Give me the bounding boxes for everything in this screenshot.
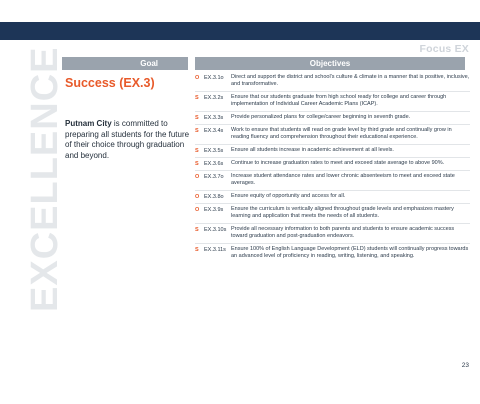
objective-row: [195, 224, 470, 244]
objective-text: Provide personalized plans for college/career beginning in seventh grade.: [231, 114, 411, 120]
objective-type: S: [195, 160, 199, 167]
objective-row: [195, 191, 470, 204]
goal-description: [65, 119, 190, 161]
objective-type: O: [195, 173, 200, 180]
objective-code: EX.3.6s: [204, 160, 224, 167]
objective-type: S: [195, 127, 199, 134]
objective-row: [195, 92, 470, 112]
focus-label: Focus EX: [419, 43, 469, 55]
objective-row: [195, 204, 470, 224]
objective-row: [195, 72, 470, 92]
objective-row: [195, 125, 470, 145]
objective-row: [195, 145, 470, 158]
objective-text: Ensure all students increase in academic achievement at all levels.: [231, 147, 394, 153]
objective-type: S: [195, 94, 199, 101]
goal-description-rest: is committed to preparing all students for the future of their choice through graduation and beyond.: [65, 119, 190, 160]
objective-code: EX.3.5s: [204, 147, 224, 154]
objective-code: EX.3.9s: [204, 206, 224, 213]
objective-text: Ensure 100% of English Language Development (ELD) students will continually progress towards an advanced level of proficiency in reading, writing, listening, and speaking.: [231, 246, 469, 259]
goal-column-header: Goal: [62, 57, 188, 70]
objective-text: Ensure equity of opportunity and access for all.: [231, 193, 346, 199]
objective-row: [195, 112, 470, 125]
objective-code: EX.3.1o: [204, 74, 224, 81]
objective-row: [195, 171, 470, 191]
objective-type: S: [195, 114, 199, 121]
objective-type: S: [195, 147, 199, 154]
objective-type: O: [195, 74, 200, 81]
objective-type: S: [195, 226, 199, 233]
objective-code: EX.3.3s: [204, 114, 224, 121]
objective-text: Increase student attendance rates and lower chronic absenteeism to meet and exceed state averages.: [231, 173, 455, 186]
objective-text: Ensure that our students graduate from high school ready for college and career through implementation of Individual Career Academic Plans (ICAP).: [231, 94, 447, 107]
header-navy-band: [0, 22, 480, 40]
objective-type: S: [195, 246, 199, 253]
goal-title: Success (EX.3): [65, 76, 155, 90]
objective-text: Continue to increase graduation rates to meet and exceed state average to above 90%.: [231, 160, 445, 166]
objective-text: Ensure the curriculum is vertically aligned throughout grade levels and emphasizes mastery learning and application that meets the needs of all students.: [231, 206, 454, 219]
objectives-list: [195, 72, 470, 263]
objective-code: EX.3.7o: [204, 173, 224, 180]
objective-row: [195, 244, 470, 263]
objective-text: Work to ensure that students will read on grade level by third grade and continually grow in reading fluency and comprehension throughout their educational experience.: [231, 127, 452, 140]
objective-code: EX.3.11s: [204, 246, 226, 253]
objective-code: EX.3.8o: [204, 193, 224, 200]
objective-type: O: [195, 193, 200, 200]
objective-code: EX.3.4s: [204, 127, 224, 134]
goal-description-lead: Putnam City: [65, 119, 112, 128]
excellence-vertical-watermark: EXCELLENCE: [24, 46, 66, 312]
objective-code: EX.3.10s: [204, 226, 227, 233]
objectives-column-header: Objectives: [195, 57, 465, 70]
objective-row: [195, 158, 470, 171]
top-white-strip: [0, 0, 480, 22]
objective-text: Provide all necessary information to both parents and students to ensure academic success toward graduation and post-graduation endeavors.: [231, 226, 455, 239]
page-number: 23: [461, 362, 469, 369]
objective-type: O: [195, 206, 200, 213]
objective-text: Direct and support the district and school's culture & climate in a manner that is positive, inclusive, and transformative.: [231, 74, 470, 87]
objective-code: EX.3.2s: [204, 94, 224, 101]
